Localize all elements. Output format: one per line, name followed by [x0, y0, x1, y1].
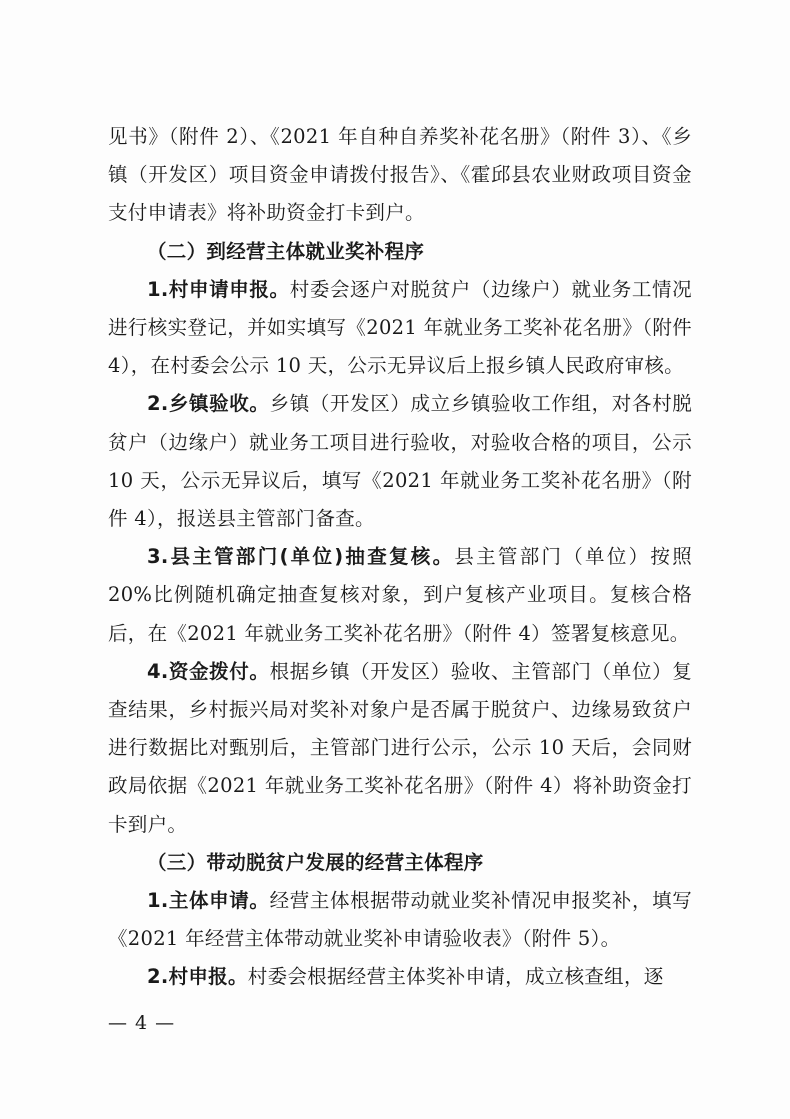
section-heading-2: [108, 233, 692, 271]
paragraph-lead: 2.乡镇验收。: [147, 392, 270, 416]
paragraph-lead: 1.村申请申报。: [147, 277, 290, 301]
paragraph-text: 见书》（附件 2）、《2021 年自种自养奖补花名册》（附件 3）、《乡镇（开发区）项目资金申请拨付报告》、《霍邱县农业财政项目资金支付申请表》将补助资金打卡到户。: [108, 125, 692, 225]
heading-text: （三）带动脱贫户发展的经营主体程序: [147, 850, 484, 874]
paragraph-text: 经营主体根据带动就业奖补情况申报奖补，填写《2021 年经营主体带动就业奖补申请验收表》（附件 5）。: [108, 889, 693, 951]
heading-text: （二）到经营主体就业奖补程序: [147, 239, 425, 263]
document-body: [108, 118, 692, 997]
paragraph-text: 村委会根据经营主体奖补申请，成立核查组，逐: [247, 965, 664, 989]
paragraph-fund-disbursement: [108, 653, 692, 844]
paragraph-village-apply: [108, 271, 692, 386]
paragraph-town-acceptance: [108, 385, 692, 538]
paragraph-lead: 2.村申报。: [147, 965, 248, 989]
paragraph-village-report: [108, 958, 692, 996]
section-heading-3: [108, 844, 692, 882]
paragraph-entity-apply: [108, 882, 692, 958]
page-number: — 4 —: [108, 1012, 176, 1034]
paragraph-lead: 1.主体申请。: [147, 889, 270, 913]
paragraph-text: 村委会逐户对脱贫户（边缘户）就业务工情况进行核实登记，并如实填写《2021 年就业务工奖补花名册》（附件 4），在村委会公示 10 天，公示无异议后上报乡镇人民政府审核。: [108, 277, 692, 378]
paragraph-county-review: [108, 538, 692, 653]
paragraph-lead: 3.县主管部门(单位)抽查复核。: [147, 545, 455, 569]
paragraph-lead: 4.资金拨付。: [147, 659, 270, 683]
paragraph-text: 根据乡镇（开发区）验收、主管部门（单位）复查结果，乡村振兴局对奖补对象户是否属于脱贫户、边缘易致贫户进行数据比对甄别后，主管部门进行公示，公示 10 天后，会同财政局依据《2021 年就业务工奖补花名册》（附件 4）将补助资金打卡到户。: [108, 659, 693, 836]
paragraph-text: 乡镇（开发区）成立乡镇验收工作组，对各村脱贫户（边缘户）就业务工项目进行验收，对验收合格的项目，公示 10 天，公示无异议后，填写《2021 年就业务工奖补花名册》（附件 4），报送县主管部门备查。: [108, 392, 693, 531]
paragraph-attachments: [108, 118, 692, 233]
paragraph-text: 县主管部门（单位）按照 20%比例随机确定抽查复核对象，到户复核产业项目。复核合格后，在《2021 年就业务工奖补花名册》（附件 4）签署复核意见。: [108, 545, 692, 645]
